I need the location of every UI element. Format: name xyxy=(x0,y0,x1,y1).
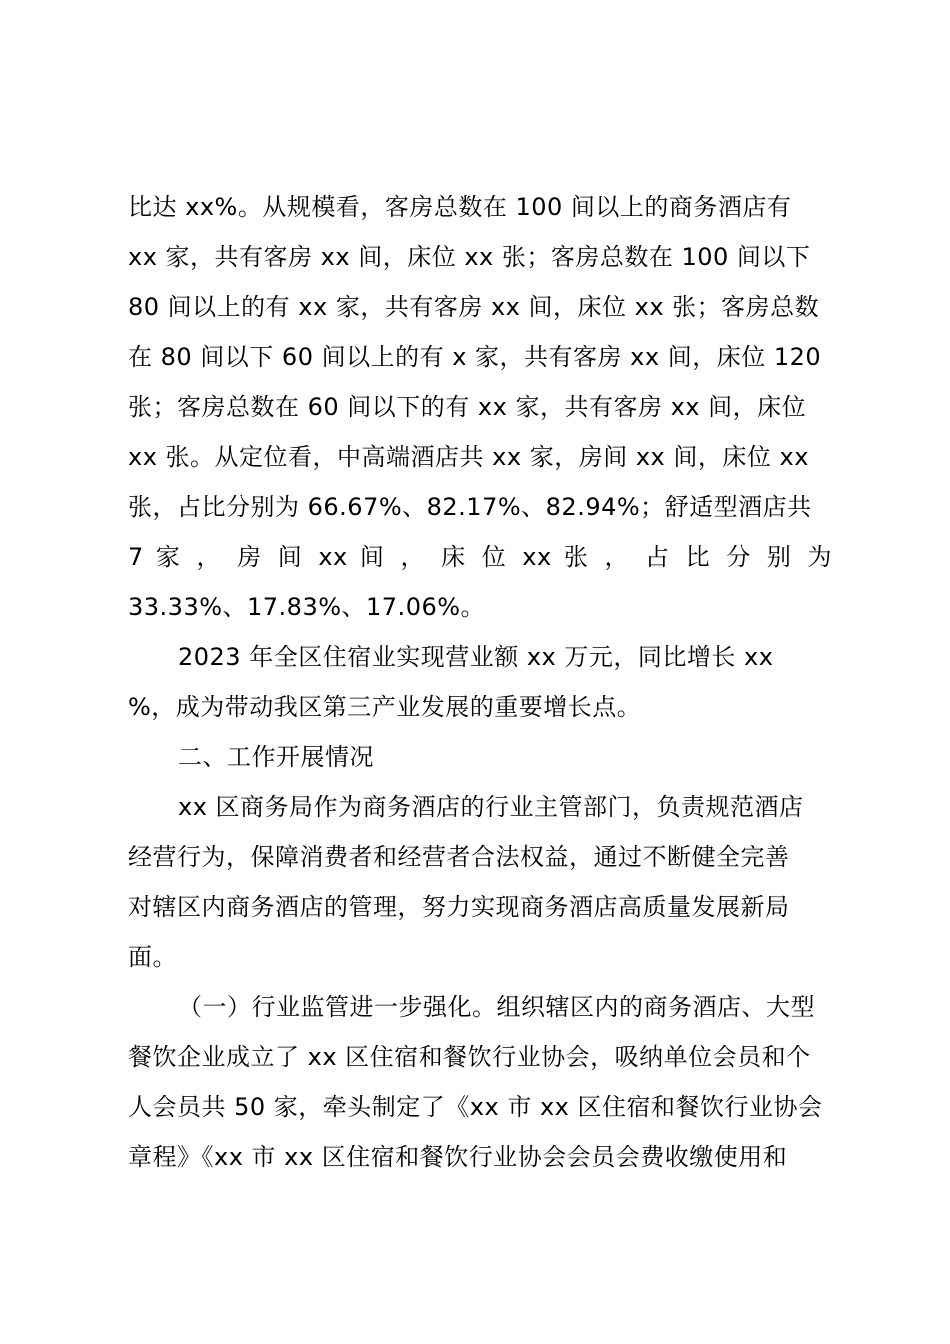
text-line: 33.33%、17.83%、17.06%。 xyxy=(128,593,486,621)
text-line: 比达 xx%。从规模看，客房总数在 100 间以上的商务酒店有 xyxy=(128,193,792,221)
paragraph-first-line: xx 区商务局作为商务酒店的行业主管部门，负责规范酒店 xyxy=(178,793,804,821)
paragraph-first-line: （一）行业监管进一步强化。组织辖区内的商务酒店、大型 xyxy=(178,993,815,1021)
text-line: 面。 xyxy=(128,943,177,971)
section-heading: 二、工作开展情况 xyxy=(178,743,374,771)
text-line: xx 张。从定位看，中高端酒店共 xx 家，房间 xx 间，床位 xx xyxy=(128,443,809,471)
paragraph-first-line: 2023 年全区住宿业实现营业额 xx 万元，同比增长 xx xyxy=(178,643,774,671)
text-line: 经营行为，保障消费者和经营者合法权益，通过不断健全完善 xyxy=(128,843,790,871)
text-line: 人会员共 50 家，牵头制定了《xx 市 xx 区住宿和餐饮行业协会 xyxy=(128,1093,823,1121)
text-line: 章程》《xx 市 xx 区住宿和餐饮行业协会会员会费收缴使用和 xyxy=(128,1143,788,1171)
text-line: 张，占比分别为 66.67%、82.17%、82.94%；舒适型酒店共 xyxy=(128,493,812,521)
text-line: 80 间以上的有 xx 家，共有客房 xx 间，床位 xx 张；客房总数 xyxy=(128,293,820,321)
text-line: 张；客房总数在 60 间以下的有 xx 家，共有客房 xx 间，床位 xyxy=(128,393,807,421)
text-line: 7 家 ， 房 间 xx 间 ， 床 位 xx 张 ， 占 比 分 别 为 xyxy=(128,543,832,571)
text-line: %，成为带动我区第三产业发展的重要增长点。 xyxy=(128,693,642,721)
text-line: 餐饮企业成立了 xx 区住宿和餐饮行业协会，吸纳单位会员和个 xyxy=(128,1043,811,1071)
text-line: xx 家，共有客房 xx 间，床位 xx 张；客房总数在 100 间以下 xyxy=(128,243,811,271)
text-line: 在 80 间以下 60 间以上的有 x 家，共有客房 xx 间，床位 120 xyxy=(128,343,822,371)
text-line: 对辖区内商务酒店的管理，努力实现商务酒店高质量发展新局 xyxy=(128,893,790,921)
